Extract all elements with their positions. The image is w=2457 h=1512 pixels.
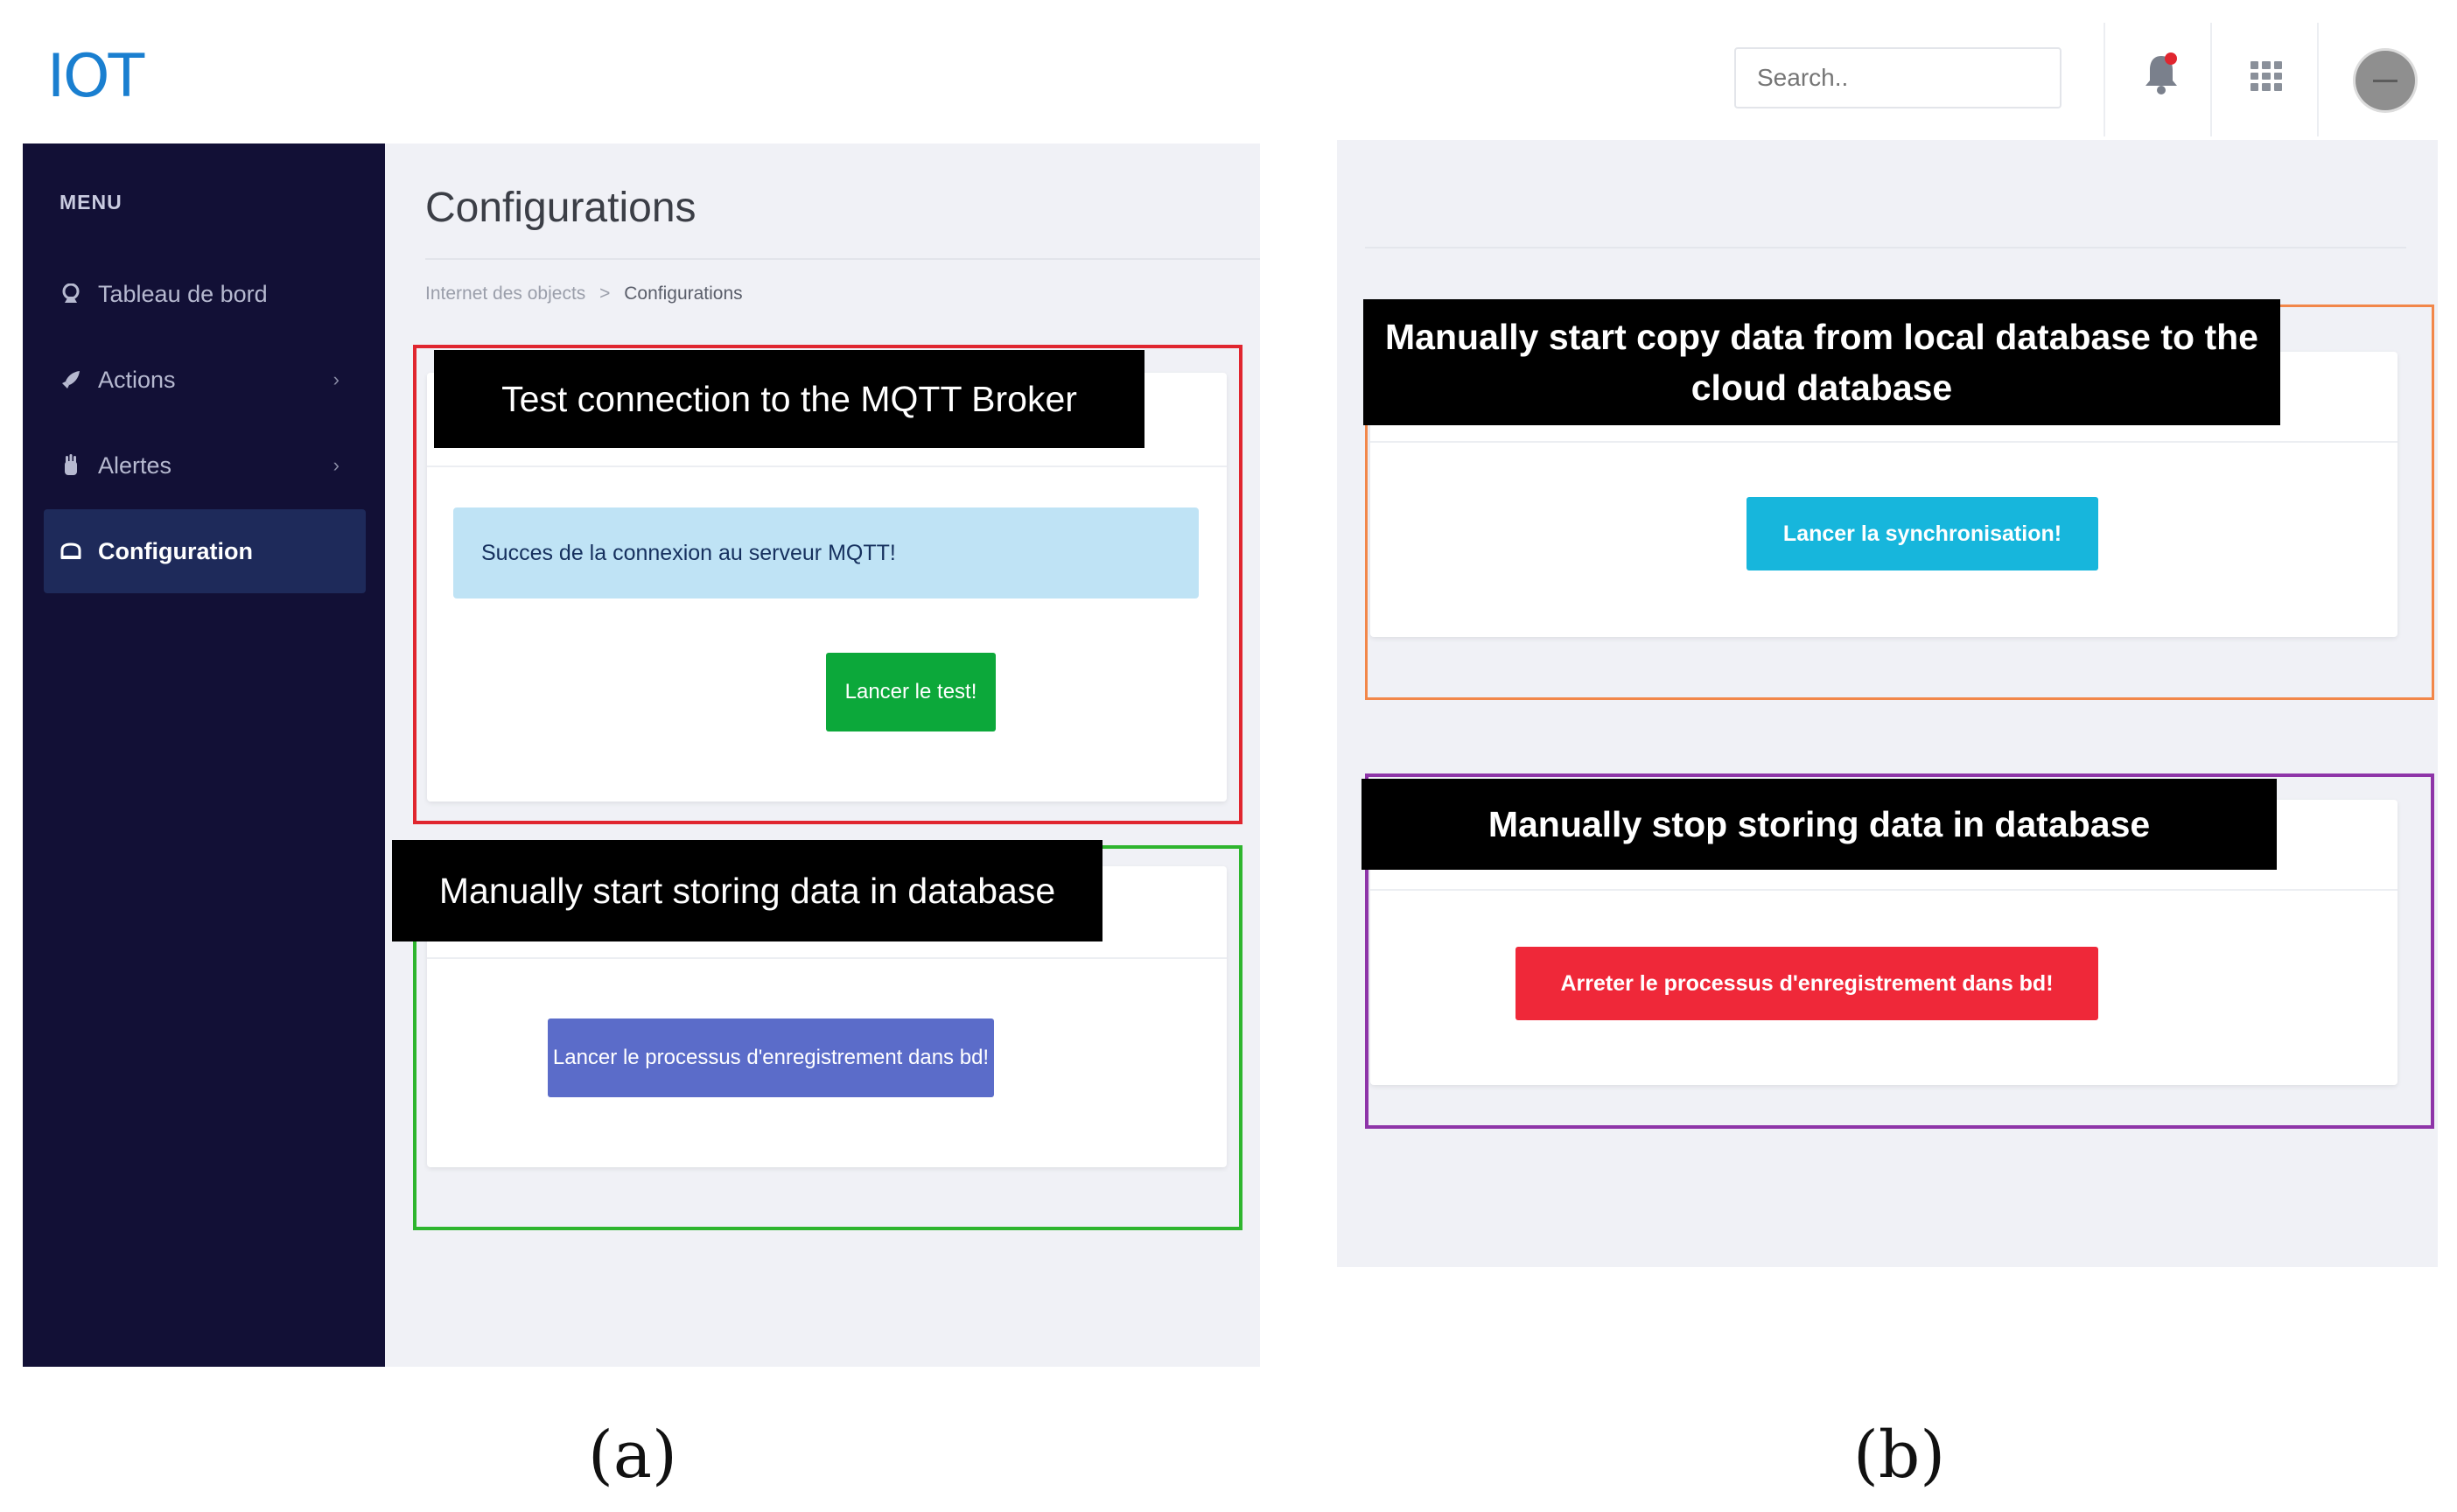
breadcrumb-separator: >: [599, 284, 611, 304]
sidebar-item-label: Configuration: [98, 537, 253, 564]
start-storing-button[interactable]: Lancer le processus d'enregistrement dans bd!: [548, 1018, 994, 1097]
sidebar-item-label: Actions: [98, 366, 176, 393]
mqtt-success-alert: Succes de la connexion au serveur MQTT!: [453, 508, 1199, 598]
hand-icon: [60, 454, 82, 477]
annotation-storage: Manually start storing data in database: [392, 840, 1102, 942]
page-title: Configurations: [425, 185, 696, 231]
sidebar-item-alertes[interactable]: [44, 424, 366, 508]
sidebar-item-actions[interactable]: [44, 338, 366, 422]
stop-storing-button[interactable]: Arreter le processus d'enregistrement dans bd!: [1516, 947, 2098, 1020]
app-logo[interactable]: IOT: [47, 42, 144, 111]
test-connection-button[interactable]: Lancer le test!: [826, 653, 996, 732]
menu-title: MENU: [60, 191, 122, 214]
sidebar-item-label: Tableau de bord: [98, 280, 268, 307]
divider: [425, 258, 1260, 260]
sidebar-item-tableau-de-bord[interactable]: [44, 252, 366, 336]
dashboard-icon: [60, 283, 82, 305]
search-input[interactable]: [1734, 47, 2062, 108]
avatar[interactable]: [2356, 51, 2415, 110]
sidebar-item-label: Alertes: [98, 452, 172, 479]
annotation-mqtt: Test connection to the MQTT Broker: [434, 350, 1144, 448]
breadcrumb-item[interactable]: Internet des objects: [425, 284, 586, 304]
bell-icon[interactable]: [2140, 51, 2182, 96]
caption-a: (a): [588, 1418, 677, 1493]
sidebar-item-configuration[interactable]: [44, 509, 366, 593]
apps-grid-icon[interactable]: [2250, 61, 2282, 91]
header-divider: [2104, 23, 2105, 136]
divider: [1365, 247, 2406, 248]
caption-b: (b): [1853, 1418, 1946, 1493]
annotation-sync: Manually start copy data from local database to the cloud database: [1363, 299, 2280, 425]
chevron-right-icon: ›: [332, 368, 340, 390]
breadcrumb: [425, 284, 743, 304]
chevron-right-icon: ›: [332, 454, 340, 476]
sync-button[interactable]: Lancer la synchronisation!: [1746, 497, 2098, 570]
header-divider: [2317, 23, 2319, 136]
breadcrumb-current: Configurations: [624, 284, 743, 304]
header-divider: [2210, 23, 2212, 136]
config-icon: [60, 540, 82, 563]
rocket-icon: [60, 368, 82, 391]
annotation-stop: Manually stop storing data in database: [1362, 779, 2277, 870]
